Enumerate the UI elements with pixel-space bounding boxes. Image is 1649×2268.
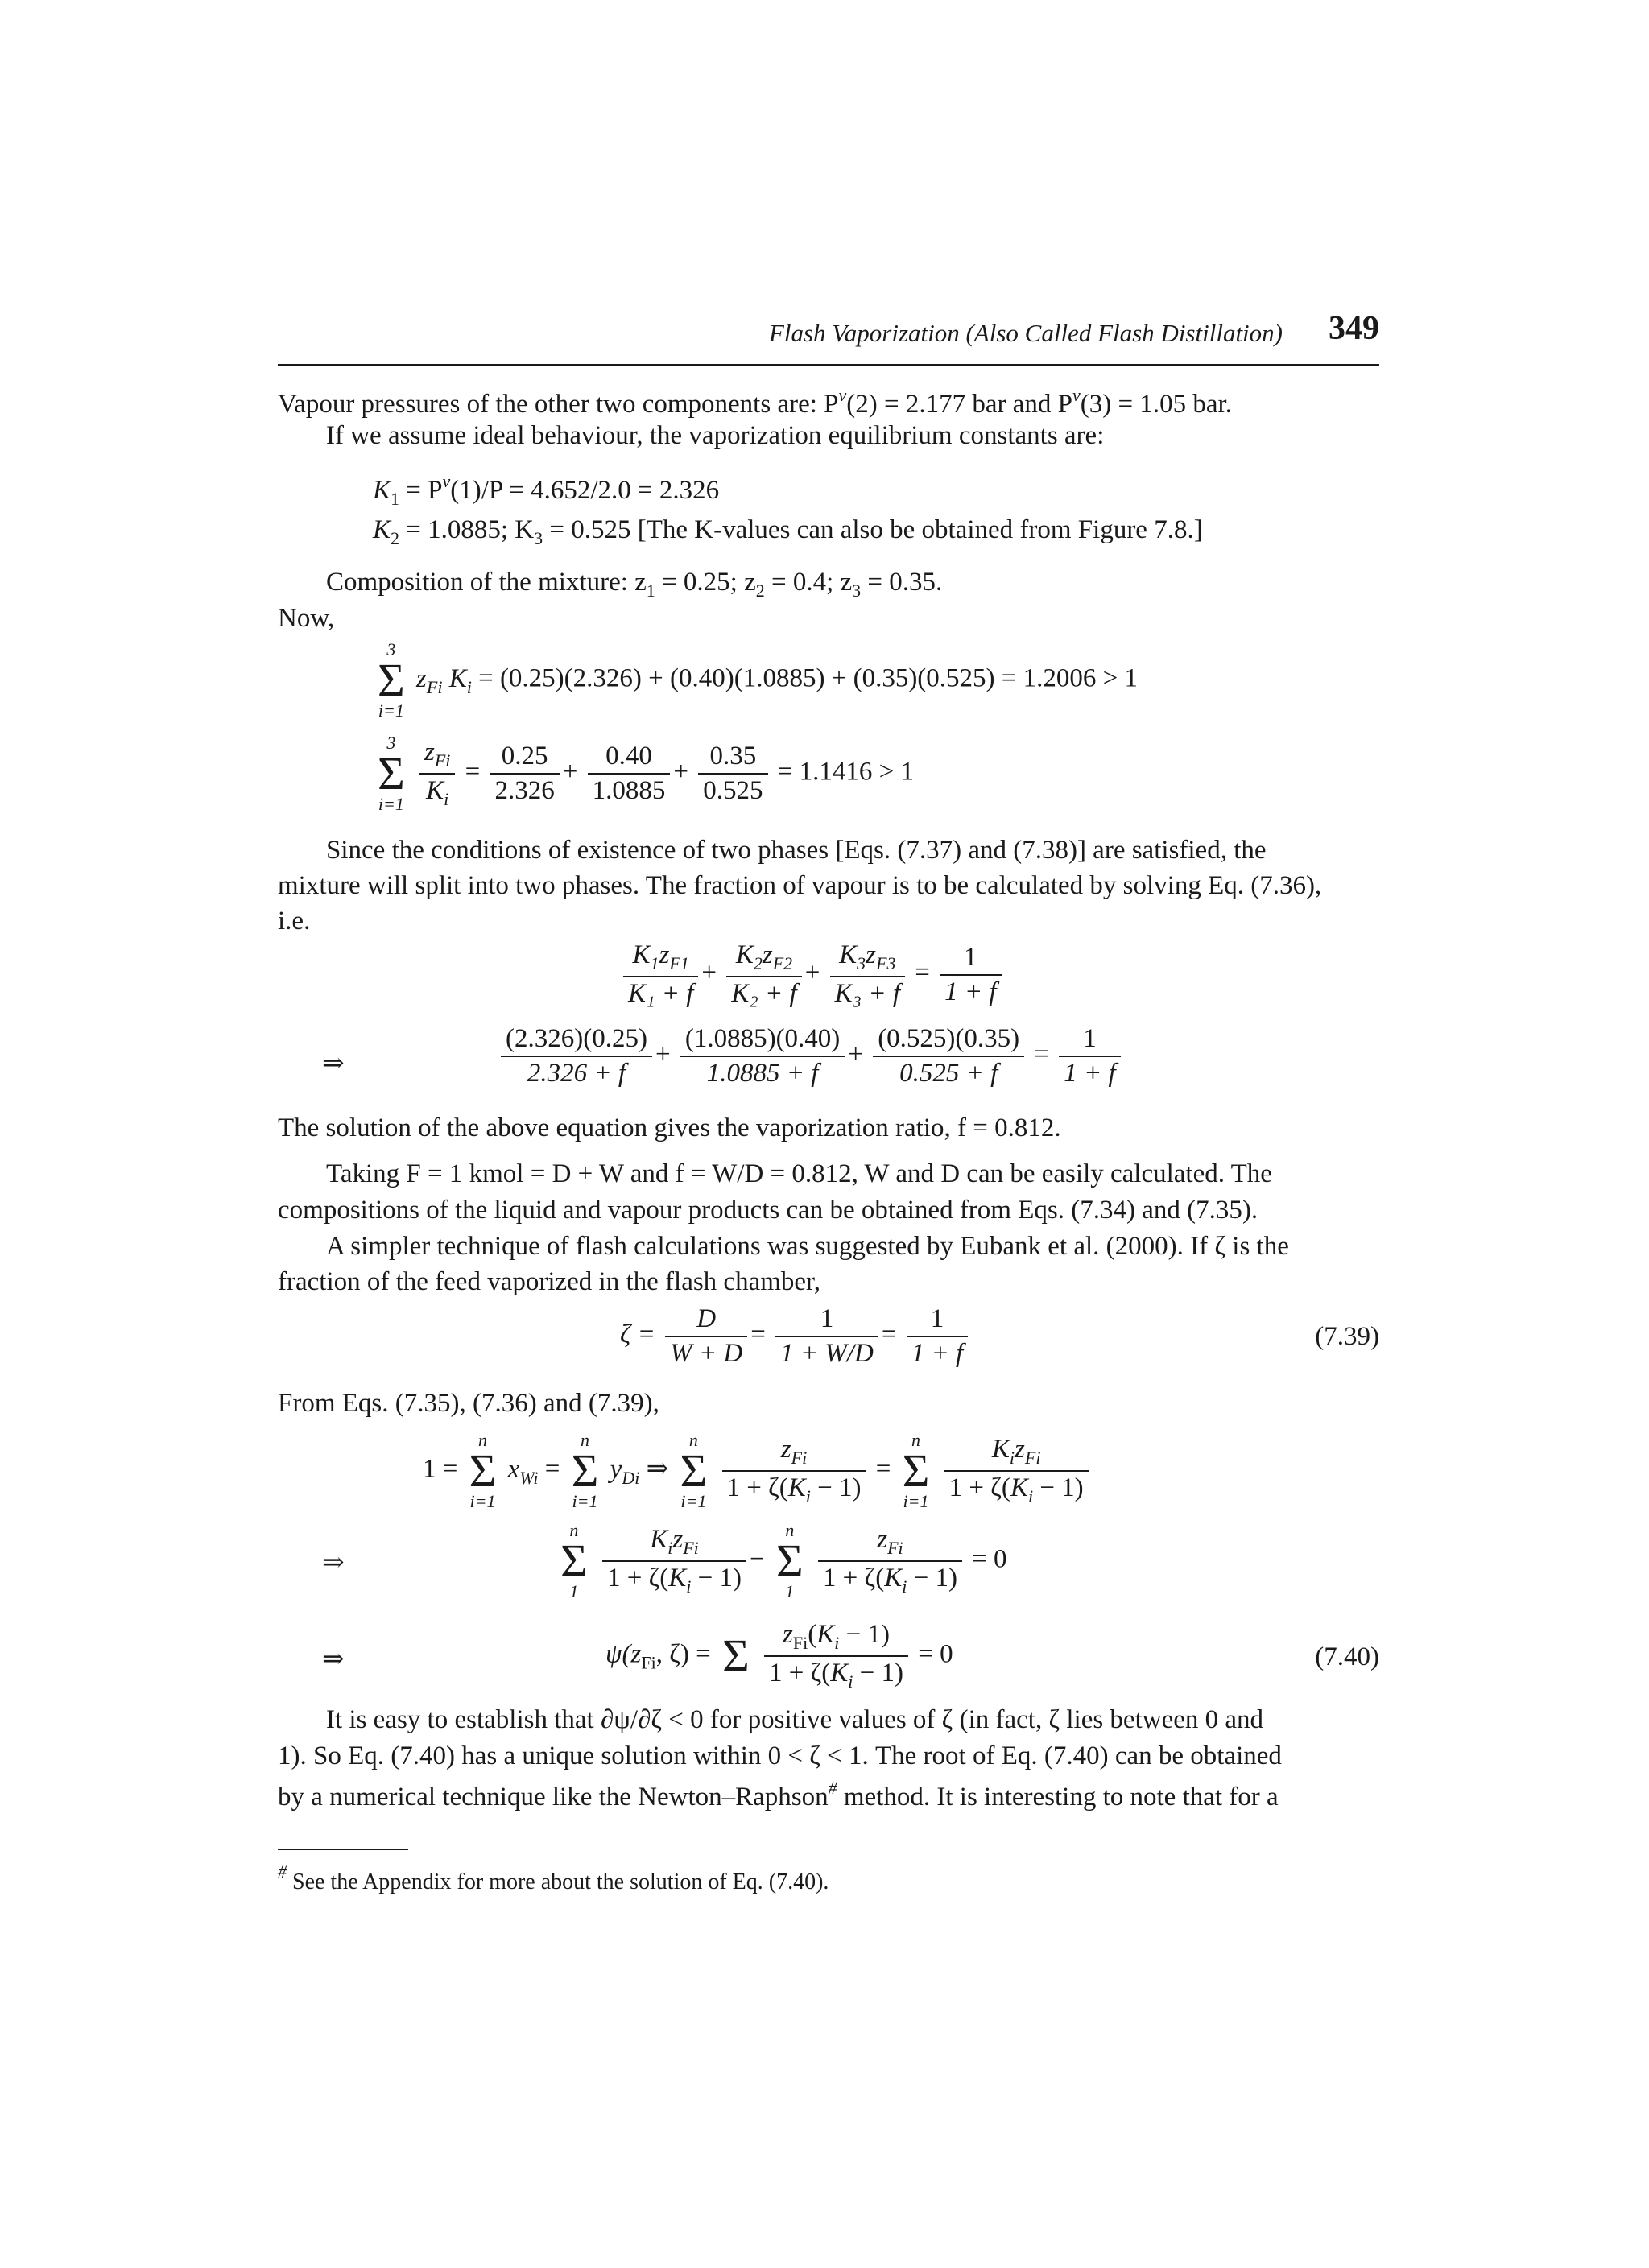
para4-line3: by a numerical technique like the Newton–Raphson# method. It is interesting to note that for a <box>278 1778 1279 1812</box>
sum-z-over-k-equation: 3 Σ i=1 $\frac{z_{Fi}}{K_i}$ = $\frac{0.25}{2.326}$ + $\frac{0.40}{1.0885}$ + $\frac{0.35}{0.525}$ = 1.1416 > 1 <box>378 733 915 814</box>
equation-7-39: ζ = $\frac{D}{W + D}$ = $\frac{1}{1 + W/D}$ = $\frac{1}{1 + f}$ <box>620 1304 971 1369</box>
sum-difference-equation: n Σ 1 $\frac{K_iz_{Fi}}{1 + \zeta(K_i - 1)}$ − n Σ 1 $\frac{z_{Fi}}{1 + \zeta(K_i - 1)}$ = 0 <box>560 1520 1007 1601</box>
sum-composition-equation: 1 = n Σ i=1 $x_{Wi}$ = n Σ i=1 $y_{Di}$ ⇒ n Σ i=1 $\frac{z_{Fi}}{1 + \zeta(K_i - 1)}$ = n Σ i=1 $\frac{K_iz_{Fi}}{1 + \zeta(K_i - 1)}$ <box>423 1431 1092 1510</box>
footnote-divider <box>278 1849 408 1850</box>
from-eqs-line: From Eqs. (7.35), (7.36) and (7.39), <box>278 1389 659 1418</box>
para4-line2: 1). So Eq. (7.40) has a unique solution within 0 < ζ < 1. The root of Eq. (7.40) can be obtained <box>278 1741 1282 1770</box>
para3-line5: fraction of the feed vaporized in the flash chamber, <box>278 1267 820 1296</box>
page-number: 349 <box>1329 310 1379 347</box>
equation-number-7-39: (7.39) <box>1315 1322 1379 1351</box>
para2-line2: mixture will split into two phases. The fraction of vapour is to be calculated by solving Eq. (7.36), <box>278 871 1322 900</box>
para1-line1: Vapour pressures of the other two components are: $P^v(2) = 2.177$ bar and $P^v(3) = 1.05$ bar. <box>278 385 1232 419</box>
implies-arrow: ⇒ <box>322 1645 345 1674</box>
para3-line3: compositions of the liquid and vapour products can be obtained from Eqs. (7.34) and (7.35). <box>278 1196 1258 1225</box>
para2-line1: Since the conditions of existence of two phases [Eqs. (7.37) and (7.38)] are satisfied, the <box>326 836 1267 865</box>
composition-line: Composition of the mixture: $z_1 = 0.25$; $z_2 = 0.4$; $z_3 = 0.35$. <box>326 568 943 601</box>
sigma-symbol: 3 Σ i=1 <box>378 733 405 814</box>
vapour-fraction-equation: $\frac{K_1z_{F1}}{\text{K₁ + f}}$ + $\frac{K_2z_{F2}}{\text{K₂ + f}}$ + $\frac{K_3z_{F3}}{\text{K₃ + f}}$ = $\frac{1}{1 + f}$ <box>620 940 1005 1009</box>
para2-line3: i.e. <box>278 907 311 936</box>
vapour-fraction-numeric-equation: $\frac{(2.326)(0.25)}{2.326 + f}$ + $\frac{(1.0885)(0.40)}{1.0885 + f}$ + $\frac{(0.525)(0.35)}{0.525 + f}$ = $\frac{1}{1 + f}$ <box>498 1024 1124 1089</box>
k1-line: $K_1 = P^v(1)/P = 4.652/2.0 = 2.326$ <box>373 471 720 509</box>
para3-line1: The solution of the above equation gives the vaporization ratio, f = 0.812. <box>278 1113 1061 1142</box>
sigma-symbol: 3 Σ i=1 <box>378 639 405 721</box>
para3-line4: A simpler technique of flash calculations was suggested by Eubank et al. (2000). If ζ is the <box>326 1232 1289 1261</box>
implies-arrow: ⇒ <box>322 1548 345 1577</box>
equation-7-40: $\psi(z_{Fi}$, ζ) = Σ $\frac{z_{Fi}(K_i - 1)}{1 + \zeta(K_i - 1)}$ = 0 <box>605 1620 953 1692</box>
para1-line2: If we assume ideal behaviour, the vaporization equilibrium constants are: <box>326 421 1105 450</box>
k2-k3-line: $K_2 = 1.0885$; $K_3 = 0.525$ [The K-values can also be obtained from Figure 7.8.] <box>373 515 1203 548</box>
running-header <box>278 310 1379 366</box>
footnote: # See the Appendix for more about the solution of Eq. (7.40). <box>278 1861 829 1894</box>
equation-number-7-40: (7.40) <box>1315 1642 1379 1671</box>
para4-line1: It is easy to establish that ∂ψ/∂ζ < 0 for positive values of ζ (in fact, ζ lies between 0 and <box>326 1705 1264 1734</box>
para3-line2: Taking F = 1 kmol = D + W and f = W/D = 0.812, W and D can be easily calculated. The <box>326 1159 1272 1188</box>
running-title: Flash Vaporization (Also Called Flash Distillation) <box>768 319 1283 347</box>
now-label: Now, <box>278 604 335 633</box>
sum-zk-equation: 3 Σ i=1 $z_{Fi}$ $K_i = (0.25)(2.326) + (0.40)(1.0885) + (0.35)(0.525) = 1.2006 > 1$ <box>378 639 1139 721</box>
implies-arrow: ⇒ <box>322 1049 345 1078</box>
